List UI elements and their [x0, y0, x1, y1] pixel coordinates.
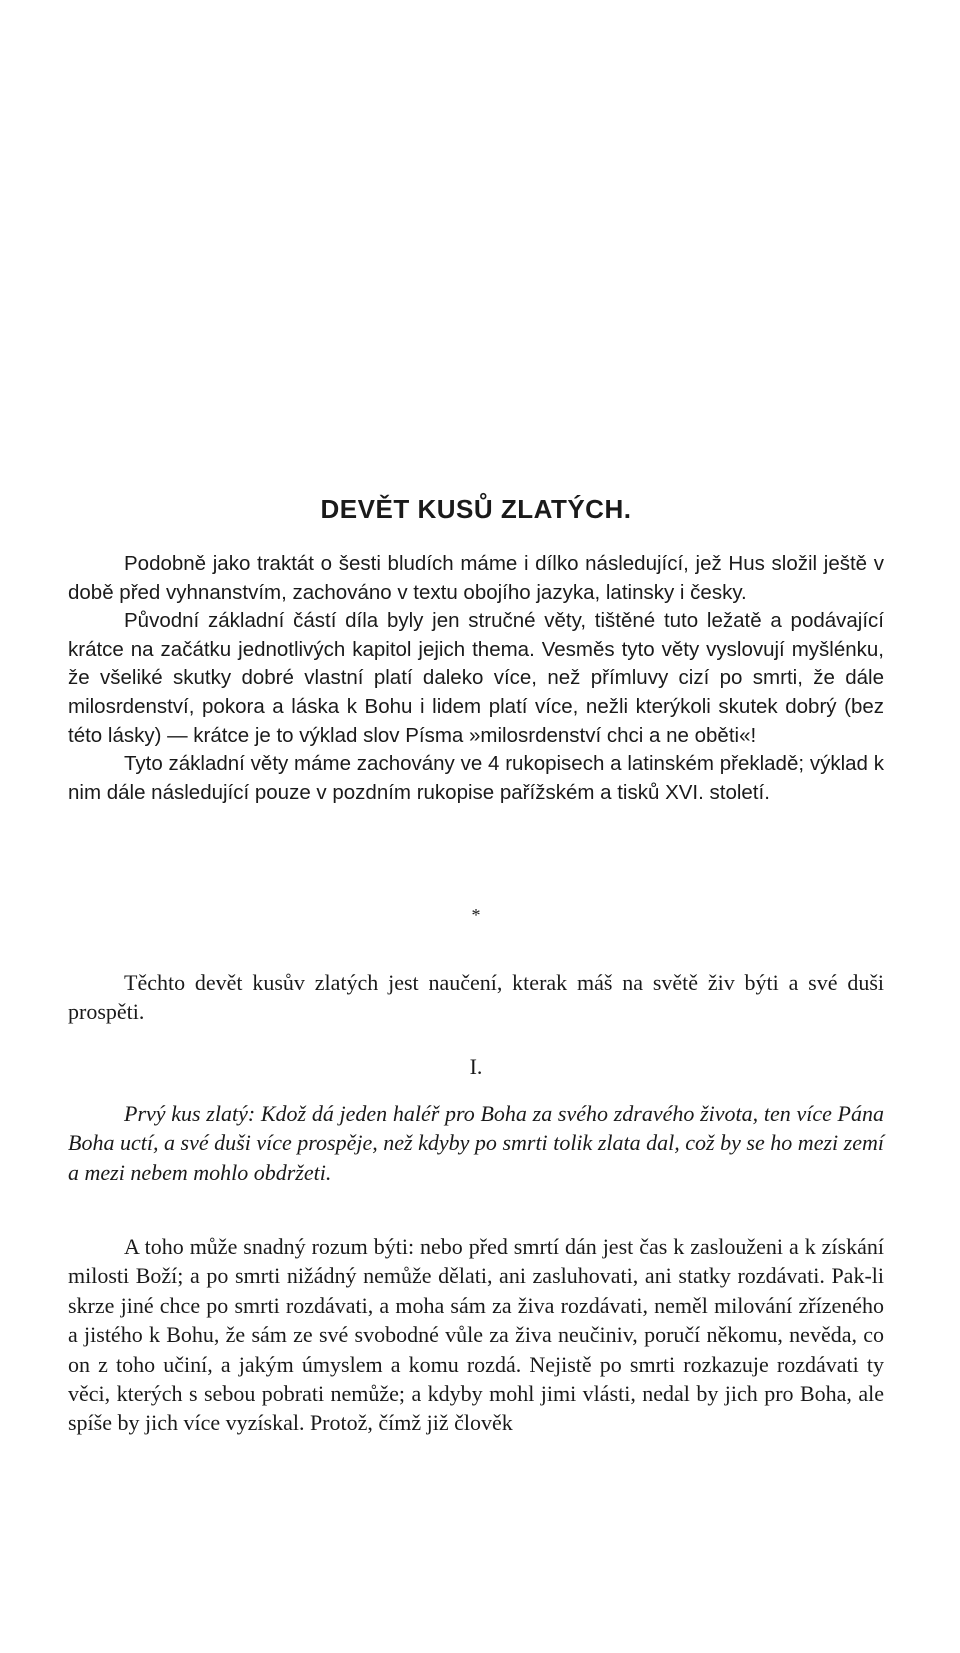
- page-title: DEVĚT KUSŮ ZLATÝCH.: [320, 494, 632, 524]
- section-number: I.: [469, 1054, 483, 1079]
- main-section: [68, 1232, 884, 1438]
- intro-paragraph: Podobně jako traktát o šesti bludích máme i dílko následující, jež Hus složil ještě v době před vyhnanstvím, zachováno v textu obojího jazyka, latinsky i česky.: [68, 552, 884, 604]
- quote-section: [68, 1099, 884, 1187]
- intro-paragraph: Původní základní částí díla byly jen stručné věty, tištěné tuto ležatě a podávající krátce na začátku jednotlivých kapitol jejich thema. Vesměs tyto věty vyslovují myšlénku, že všeliké skutky dobré vlastní platí daleko více, než přímluvy cizí po smrti, že dále milosrdenství, pokora a láska k Bohu i lidem platí více, nežli kterýkoli skutek dobrý (bez této lásky) — krátce je to výklad slov Písma »milosrdenství chci a ne oběti«!: [68, 609, 884, 747]
- intro-paragraph: Tyto základní věty máme zachovány ve 4 rukopisech a latinském překladě; výklad k nim dále následující pouze v pozdním rukopise pařížském a tisků XVI. století.: [68, 752, 884, 804]
- lead-section: [68, 968, 884, 1027]
- document-page: [68, 0, 884, 1653]
- quote-paragraph: Prvý kus zlatý: Kdož dá jeden haléř pro Boha za svého zdravého života, ten více Pána Boha uctí, a své duši více prospěje, než kdyby po smrti tolik zlata dal, což by se ho mezi zemí a mezi nebem mohlo obdržeti.: [68, 1101, 884, 1185]
- intro-section: [68, 550, 884, 807]
- main-paragraph: A toho může snadný rozum býti: nebo před smrtí dán jest čas k zaslouženi a k získání milosti Boží; a po smrti nižádný nemůže dělati, ani zasluhovati, ani statky rozdávati. Pak-li skrze jiné chce po smrti rozdávati, a moha sám za živa rozdávati, neměl milování zřízeného a jistého k Bohu, že sám ze své svobodné vůle za živa neučiniv, poručí někomu, nevěda, co on z toho učiní, a jakým úmyslem a komu rozdá. Nejistě po smrti rozkazuje rozdávati ty věci, kterých s sebou pobrati nemůže; a kdyby mohl jimi vlásti, nedal by jich pro Boha, ale spíše by jich více vyzískal. Protož, čímž již člověk: [68, 1234, 884, 1436]
- section-separator: *: [471, 905, 481, 925]
- lead-paragraph: Těchto devět kusův zlatých jest naučení, kterak máš na světě živ býti a své duši prospěti.: [68, 970, 884, 1025]
